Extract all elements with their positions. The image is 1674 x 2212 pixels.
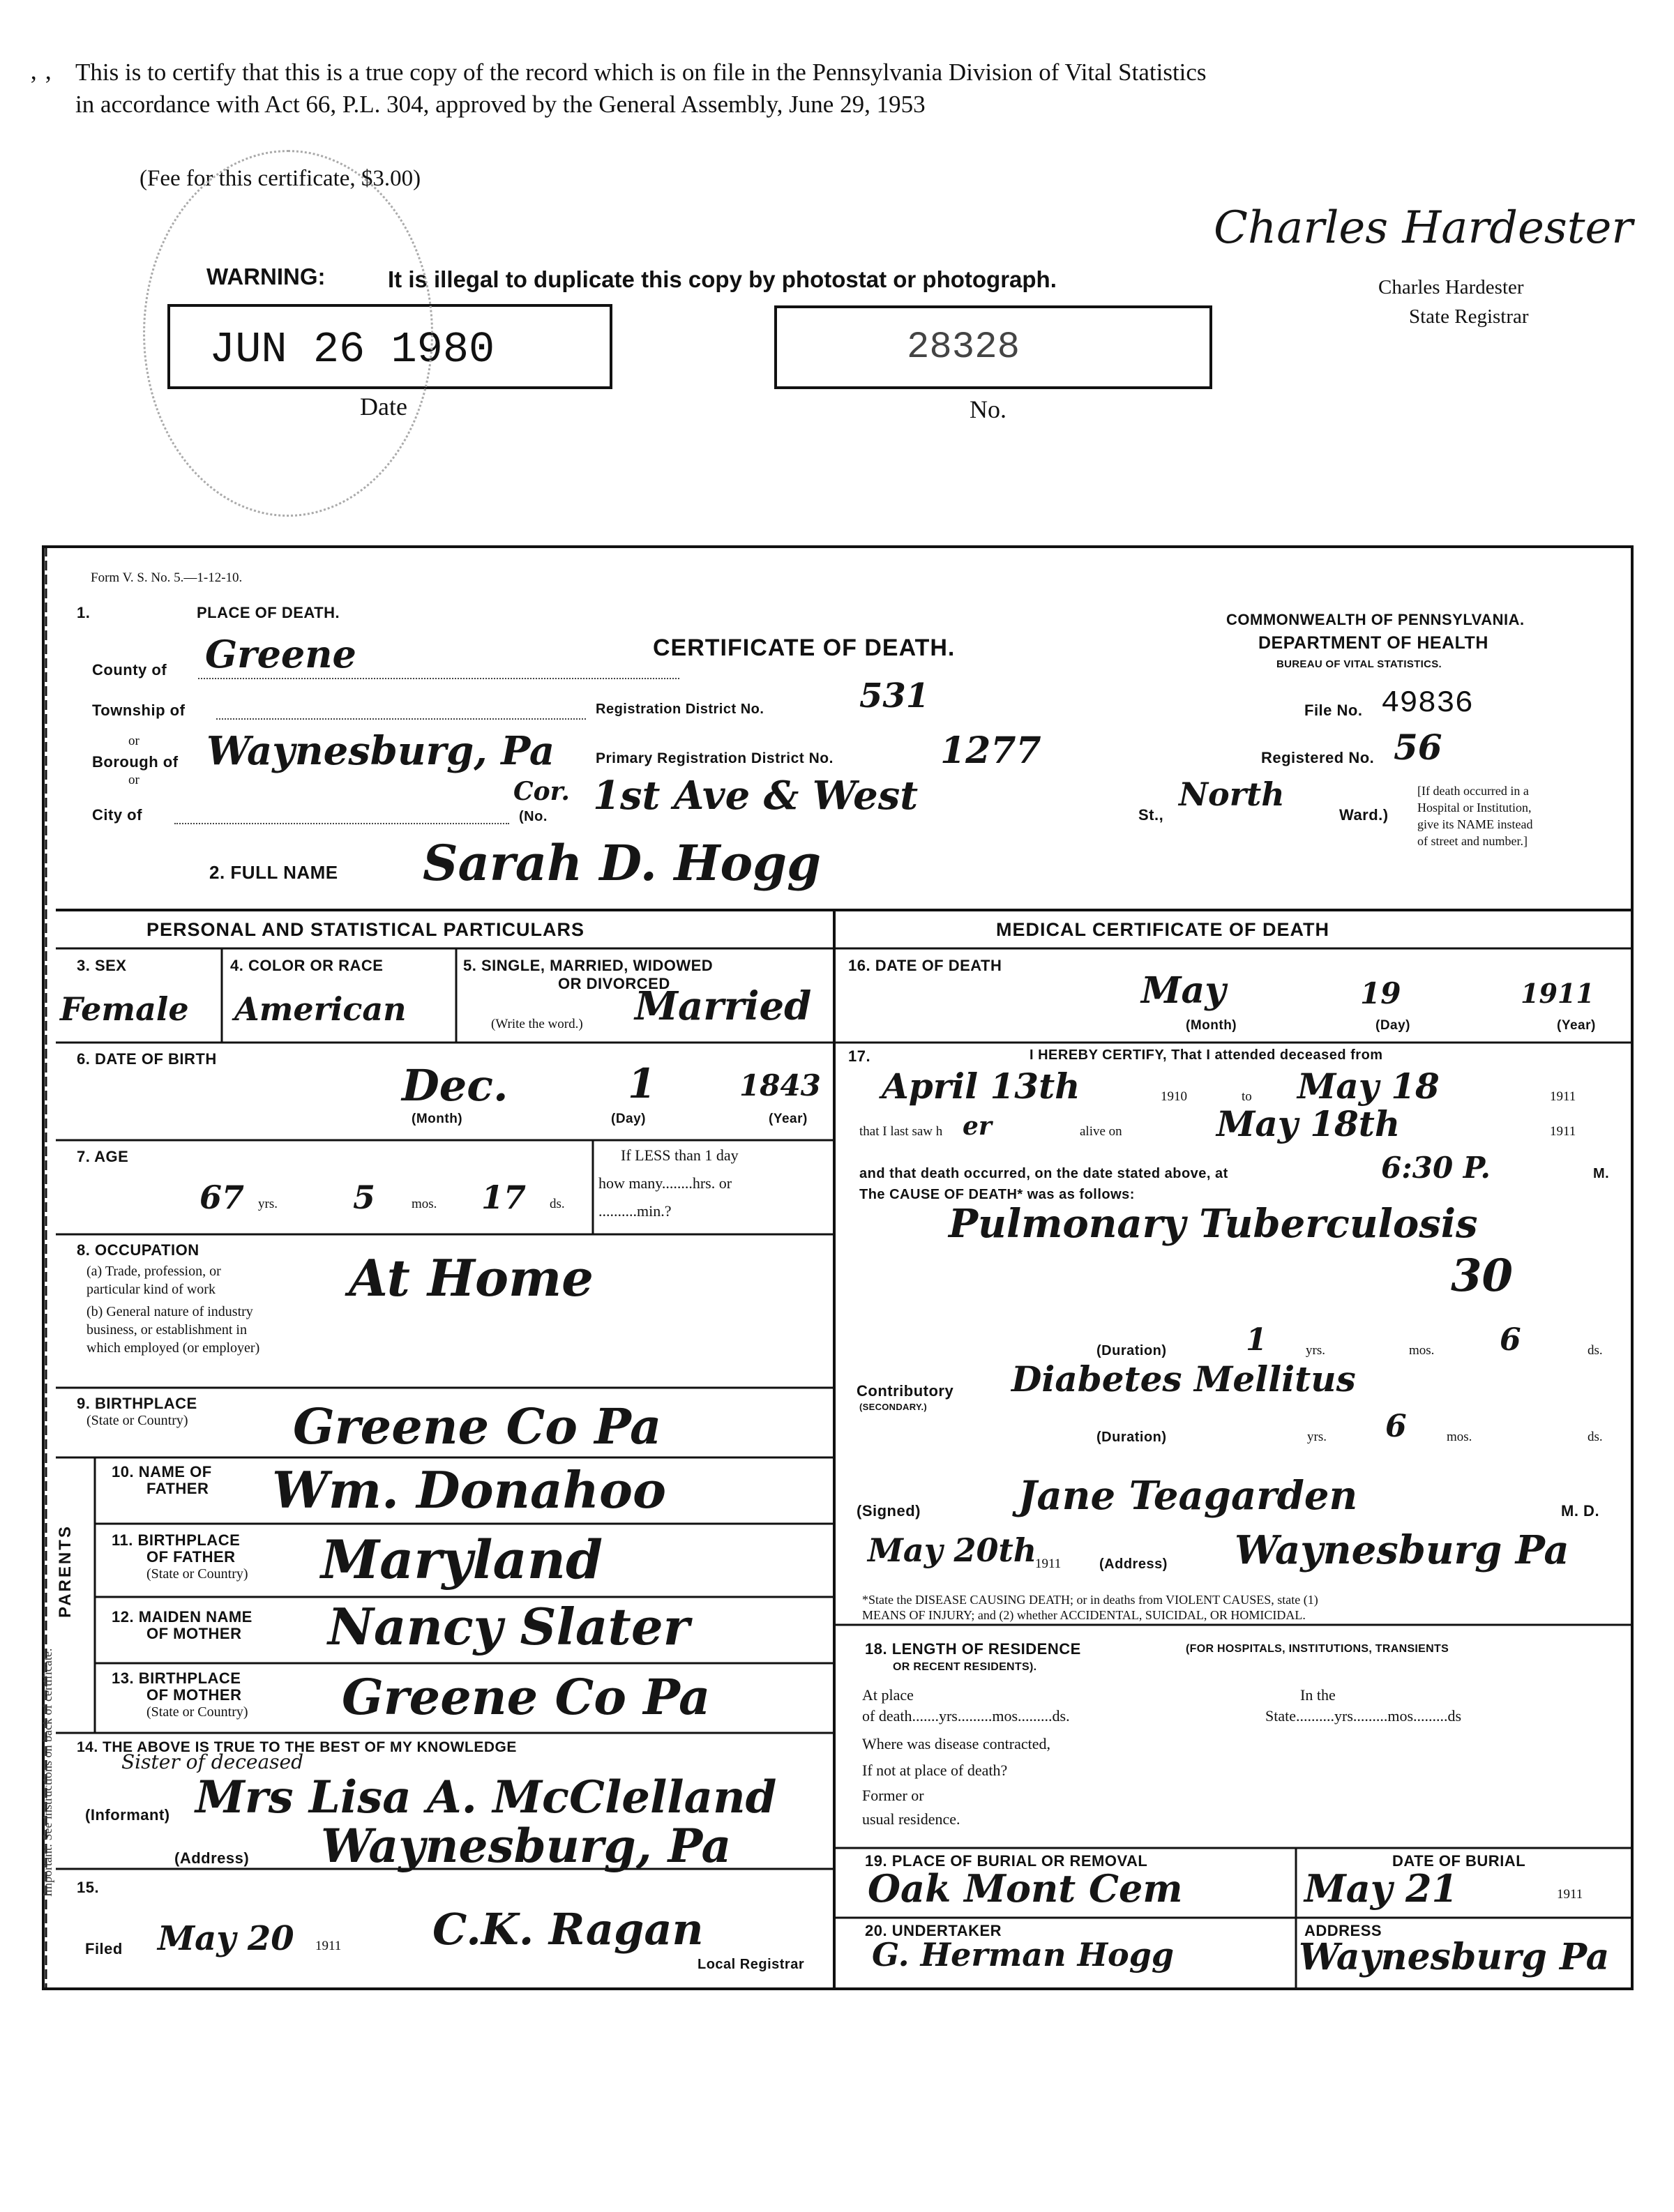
burial-date-label: DATE OF BURIAL: [1392, 1852, 1526, 1870]
death-year: 1911: [1521, 978, 1594, 1009]
marital-value: Married: [635, 983, 812, 1029]
burial-place-label: 19. PLACE OF BURIAL OR REMOVAL: [865, 1852, 1148, 1870]
contributory-duration-label: (Duration): [1096, 1430, 1167, 1445]
street-prefix: Cor.: [513, 777, 570, 806]
to-label: to: [1242, 1089, 1252, 1104]
alive-on-label: alive on: [1080, 1124, 1122, 1139]
dob-day: 1: [628, 1060, 656, 1107]
physician-signed-date: May 20th: [868, 1531, 1037, 1569]
filed-date: May 20: [158, 1919, 294, 1958]
cause-of-death-label: The CAUSE OF DEATH* was as follows:: [859, 1187, 1135, 1202]
street-label: St.,: [1138, 806, 1164, 824]
occupation-value: At Home: [349, 1248, 594, 1308]
fee-note: (Fee for this certificate, $3.00): [140, 166, 421, 191]
age-days: 17: [481, 1179, 527, 1216]
warning-text: It is illegal to duplicate this copy by photostat or photograph.: [388, 266, 1057, 292]
full-name-label: 2. FULL NAME: [209, 862, 338, 883]
color-label: 4. COLOR OR RACE: [230, 957, 384, 974]
knowledge-label: 14. THE ABOVE IS TRUE TO THE BEST OF MY KNOWLEDGE: [77, 1739, 517, 1755]
color-value: American: [234, 990, 407, 1028]
filed-label: Filed: [85, 1940, 123, 1957]
residence-place-line: of death.......yrs.........mos.........ds.: [862, 1707, 1070, 1725]
filed-year: 1911: [315, 1939, 342, 1953]
street-value: 1st Ave & West: [593, 773, 919, 819]
primary-district-label: Primary Registration District No.: [596, 750, 834, 766]
father-name-value: Wm. Donahoo: [272, 1460, 667, 1520]
number-caption: No.: [970, 395, 1006, 423]
age-years-unit: yrs.: [258, 1197, 278, 1211]
or-label-2: or: [128, 773, 140, 787]
date-caption: Date: [360, 393, 407, 421]
warning-label: WARNING:: [206, 264, 326, 289]
item-1-number: 1.: [77, 604, 91, 621]
registered-number-value: 56: [1394, 727, 1442, 768]
sex-value: Female: [60, 990, 189, 1028]
undertaker-value: G. Herman Hogg: [872, 1936, 1175, 1974]
dob-month-caption: (Month): [412, 1112, 463, 1126]
sex-label: 3. SEX: [77, 957, 127, 974]
hospital-note-2: Hospital or Institution,: [1417, 801, 1532, 815]
contracted-label: Where was disease contracted,: [862, 1735, 1050, 1752]
township-line: [216, 718, 586, 720]
file-number-value: 49836: [1381, 686, 1474, 721]
form-number: Form V. S. No. 5.—1-12-10.: [91, 570, 243, 585]
if-not-label: If not at place of death?: [862, 1762, 1008, 1779]
duration-label: (Duration): [1096, 1343, 1167, 1358]
bureau-label: BUREAU OF VITAL STATISTICS.: [1276, 658, 1442, 670]
footnote-line-1: *State the DISEASE CAUSING DEATH; or in deaths from VIOLENT CAUSES, state (1): [862, 1593, 1318, 1607]
certification-line-1: This is to certify that this is a true copy of the record which is on file in the Pennsylvania Division of Vital Statistics: [75, 59, 1207, 86]
last-saw-text: that I last saw h: [859, 1124, 943, 1139]
file-number-label: File No.: [1304, 702, 1363, 719]
occupation-b-3: which employed (or employer): [86, 1340, 260, 1356]
informant-value: Mrs Lisa A. McClelland: [195, 1771, 777, 1824]
informant-label: (Informant): [85, 1806, 170, 1824]
residence-label: 18. LENGTH OF RESIDENCE: [865, 1640, 1081, 1658]
birthplace-label: 9. BIRTHPLACE: [77, 1395, 197, 1412]
footnote-line-2: MEANS OF INJURY; and (2) whether ACCIDENTAL, SUICIDAL, OR HOMICIDAL.: [862, 1608, 1306, 1622]
residence-sub-1: (FOR HOSPITALS, INSTITUTIONS, TRANSIENTS: [1186, 1643, 1449, 1655]
former-label: Former or: [862, 1787, 924, 1804]
death-time: 6:30 P.: [1381, 1151, 1491, 1185]
ward-value: North: [1179, 775, 1285, 813]
birthplace-value: Greene Co Pa: [293, 1397, 662, 1455]
in-the-label: In the: [1300, 1686, 1336, 1704]
ward-label: Ward.): [1339, 806, 1389, 824]
date-of-death-label: 16. DATE OF DEATH: [848, 957, 1002, 974]
certificate-title: CERTIFICATE OF DEATH.: [653, 635, 956, 661]
borough-label: Borough of: [92, 753, 179, 771]
secondary-label: (SECONDARY.): [859, 1402, 928, 1412]
local-registrar-label: Local Registrar: [698, 1957, 805, 1972]
burial-year: 1911: [1557, 1887, 1583, 1902]
occupation-a-1: (a) Trade, profession, or: [86, 1264, 221, 1279]
occupation-label: 8. OCCUPATION: [77, 1241, 199, 1259]
certification-line-2: in accordance with Act 66, P.L. 304, approved by the General Assembly, June 29, 1953: [75, 91, 926, 118]
registered-number-label: Registered No.: [1261, 749, 1375, 766]
county-value: Greene: [205, 632, 356, 676]
personal-heading: PERSONAL AND STATISTICAL PARTICULARS: [146, 919, 585, 940]
attended-to-year: 1911: [1550, 1089, 1576, 1104]
certificate-number: 28328: [907, 326, 1020, 369]
father-name-label-2: FATHER: [146, 1480, 209, 1497]
contributory-label: Contributory: [857, 1382, 954, 1400]
mother-name-label: 12. MAIDEN NAME: [112, 1608, 252, 1626]
marital-label: 5. SINGLE, MARRIED, WIDOWED: [463, 957, 714, 974]
instructions-side-note: Important: See instructions on back of certificate.: [40, 1648, 54, 1897]
death-day: 19: [1360, 976, 1401, 1010]
duration-months: 6: [1500, 1322, 1521, 1358]
mother-name-value: Nancy Slater: [328, 1597, 690, 1656]
physician-address-value: Waynesburg Pa: [1235, 1527, 1569, 1573]
contributory-days-unit: ds.: [1588, 1430, 1603, 1444]
registrar-signature: Charles Hardester: [1214, 202, 1633, 254]
attended-to: May 18: [1297, 1066, 1440, 1107]
death-month: May: [1141, 969, 1226, 1012]
mother-name-label-2: OF MOTHER: [146, 1625, 242, 1642]
father-birthplace-label-2: OF FATHER: [146, 1548, 236, 1566]
dob-year: 1843: [739, 1068, 821, 1103]
dob-year-caption: (Year): [769, 1112, 808, 1126]
death-day-caption: (Day): [1375, 1018, 1411, 1033]
registrar-title: State Registrar: [1409, 305, 1529, 328]
registration-district-label: Registration District No.: [596, 702, 764, 717]
residence-state-line: State..........yrs.........mos.........ds: [1265, 1707, 1462, 1725]
age-months-unit: mos.: [412, 1197, 437, 1211]
father-birthplace-sub: (State or Country): [146, 1566, 248, 1582]
dob-day-caption: (Day): [611, 1112, 647, 1126]
medical-heading: MEDICAL CERTIFICATE OF DEATH: [996, 919, 1329, 940]
certify-tick-mark: ‚ ‚: [29, 56, 52, 84]
father-name-label: 10. NAME OF: [112, 1463, 212, 1480]
contributory-months-unit: mos.: [1447, 1430, 1472, 1444]
duration-days-unit: ds.: [1588, 1343, 1603, 1358]
burial-date-value: May 21: [1304, 1866, 1458, 1911]
registration-district-value: 531: [859, 676, 930, 715]
mother-birthplace-label: 13. BIRTHPLACE: [112, 1669, 241, 1687]
date-stamp: JUN 26 1980: [209, 325, 495, 374]
age-years: 67: [199, 1179, 245, 1216]
dob-month: Dec.: [402, 1060, 508, 1111]
mother-birthplace-value: Greene Co Pa: [342, 1668, 711, 1726]
item-15-number: 15.: [77, 1879, 100, 1896]
duration-years: 1: [1246, 1322, 1267, 1358]
occupation-a-2: particular kind of work: [86, 1282, 216, 1297]
contributory-value: Diabetes Mellitus: [1011, 1358, 1356, 1400]
informant-relation: Sister of deceased: [121, 1750, 304, 1773]
contributory-years-unit: yrs.: [1307, 1430, 1327, 1444]
at-place-label: At place: [862, 1686, 914, 1704]
physician-signed-year: 1911: [1035, 1556, 1062, 1571]
duration-months-unit: mos.: [1409, 1343, 1435, 1358]
last-saw-year: 1911: [1550, 1124, 1576, 1139]
hospital-note-1: [If death occurred in a: [1417, 784, 1529, 798]
county-label: County of: [92, 661, 167, 679]
borough-value: Waynesburg, Pa: [206, 728, 555, 774]
residence-sub-2: OR RECENT RESIDENTS).: [893, 1661, 1037, 1673]
mother-birthplace-sub: (State or Country): [146, 1704, 248, 1720]
parents-side-label: PARENTS: [56, 1524, 75, 1618]
cause-of-death-value: Pulmonary Tuberculosis: [949, 1201, 1478, 1247]
department-label: DEPARTMENT OF HEALTH: [1258, 633, 1488, 653]
usual-residence-label: usual residence.: [862, 1810, 960, 1828]
age-label: 7. AGE: [77, 1148, 129, 1165]
less-than-day-3: ..........min.?: [598, 1202, 672, 1220]
occupation-b-1: (b) General nature of industry: [86, 1304, 253, 1319]
contributory-duration: 6: [1385, 1409, 1407, 1444]
cause-note: 30: [1451, 1250, 1514, 1302]
attended-from-year: 1910: [1161, 1089, 1187, 1104]
death-occurred-text: and that death occurred, on the date stated above, at: [859, 1166, 1228, 1181]
undertaker-label: 20. UNDERTAKER: [865, 1922, 1002, 1939]
last-saw-pronoun: er: [963, 1112, 992, 1141]
marital-write-note: (Write the word.): [491, 1017, 583, 1031]
burial-place-value: Oak Mont Cem: [868, 1866, 1183, 1911]
father-birthplace-label: 11. BIRTHPLACE: [112, 1531, 241, 1549]
local-registrar-signature: C.K. Ragan: [432, 1904, 704, 1955]
primary-district-value: 1277: [940, 729, 1041, 772]
city-label: City of: [92, 806, 142, 824]
full-name-value: Sarah D. Hogg: [423, 834, 822, 892]
age-days-unit: ds.: [550, 1197, 565, 1211]
death-month-caption: (Month): [1186, 1018, 1237, 1033]
informant-address-label: (Address): [174, 1849, 250, 1867]
registrar-name: Charles Hardester: [1378, 276, 1524, 298]
undertaker-address-label: ADDRESS: [1304, 1922, 1382, 1939]
hospital-note-3: give its NAME instead: [1417, 817, 1533, 831]
certify-statement: I HEREBY CERTIFY, That I attended deceased from: [1030, 1047, 1383, 1063]
dob-label: 6. DATE OF BIRTH: [77, 1050, 217, 1068]
death-year-caption: (Year): [1557, 1018, 1596, 1033]
attended-from: April 13th: [882, 1066, 1080, 1107]
city-line: [174, 823, 509, 824]
or-label-1: or: [128, 734, 140, 748]
street-number-label: (No.: [519, 809, 548, 824]
item-17-number: 17.: [848, 1047, 871, 1065]
physician-signature: Jane Teagarden: [1018, 1473, 1358, 1519]
marital-label-2: OR DIVORCED: [558, 975, 670, 992]
place-of-death-label: PLACE OF DEATH.: [197, 604, 340, 621]
county-line: [198, 678, 679, 679]
less-than-day-2: how many........hrs. or: [598, 1174, 732, 1192]
duration-years-unit: yrs.: [1306, 1343, 1325, 1358]
less-than-day-1: If LESS than 1 day: [621, 1146, 739, 1164]
physician-address-label: (Address): [1099, 1556, 1168, 1572]
hospital-note-4: of street and number.]: [1417, 834, 1528, 848]
commonwealth-label: COMMONWEALTH OF PENNSYLVANIA.: [1226, 611, 1525, 628]
township-label: Township of: [92, 702, 186, 719]
mother-birthplace-label-2: OF MOTHER: [146, 1686, 242, 1704]
birthplace-sub: (State or Country): [86, 1413, 188, 1428]
father-birthplace-value: Maryland: [321, 1529, 603, 1591]
signed-label: (Signed): [857, 1502, 921, 1520]
last-saw-date: May 18th: [1216, 1103, 1401, 1144]
informant-address-value: Waynesburg, Pa: [321, 1819, 732, 1873]
meridiem-label: M.: [1593, 1166, 1610, 1181]
age-months: 5: [353, 1179, 376, 1216]
undertaker-address-value: Waynesburg Pa: [1299, 1936, 1610, 1978]
occupation-b-2: business, or establishment in: [86, 1322, 247, 1338]
md-label: M. D.: [1561, 1502, 1600, 1520]
